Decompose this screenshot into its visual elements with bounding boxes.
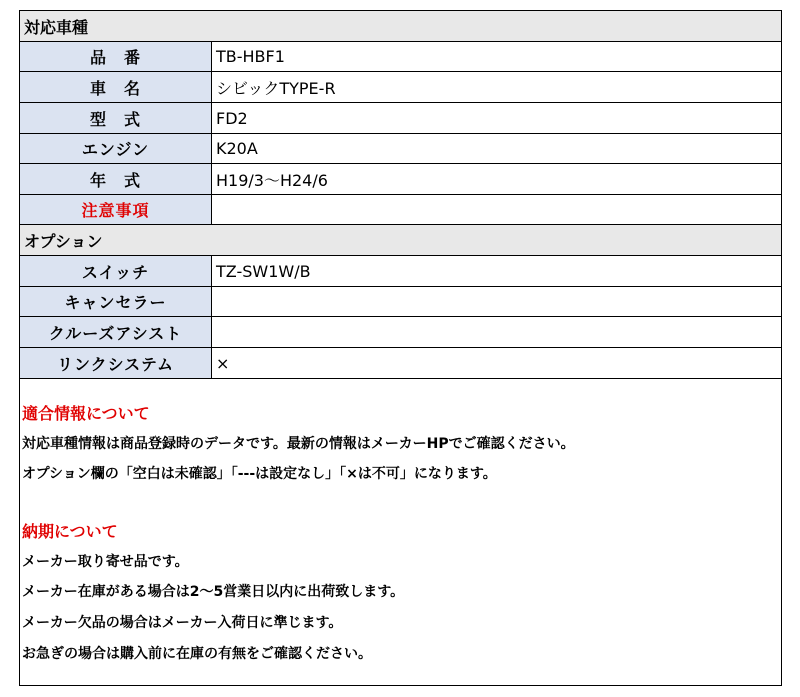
row-value: シビックTYPE-R xyxy=(216,78,336,98)
section-title: 対応車種 xyxy=(24,17,89,37)
row-label: 年 式 xyxy=(20,164,212,194)
spec-table xyxy=(19,10,782,686)
table-row-canceller xyxy=(20,287,781,317)
table-row-notes xyxy=(20,195,781,225)
row-label: スイッチ xyxy=(20,256,212,286)
table-row-switch xyxy=(20,256,781,287)
row-label: 品 番 xyxy=(20,42,212,71)
notes-line: オプション欄の「空白は未確認」「---は設定なし」「×は不可」になります。 xyxy=(22,466,497,482)
row-label: リンクシステム xyxy=(20,348,212,378)
table-row-part-number xyxy=(20,42,781,72)
table-row-year xyxy=(20,164,781,195)
table-row-link-system xyxy=(20,348,781,379)
table-row-model xyxy=(20,103,781,134)
notes-line: お急ぎの場合は購入前に在庫の有無をご確認ください。 xyxy=(22,646,372,662)
table-row-cruise-assist xyxy=(20,317,781,348)
row-value: FD2 xyxy=(216,108,248,128)
section-header-options xyxy=(20,225,781,256)
row-value: K20A xyxy=(216,139,258,158)
row-value: × xyxy=(216,353,230,373)
row-value: TB-HBF1 xyxy=(216,47,285,66)
compat-info-heading: 適合情報について xyxy=(22,404,150,423)
row-label: 型 式 xyxy=(20,103,212,133)
row-label: クルーズアシスト xyxy=(20,317,212,347)
notes-line: メーカー取り寄せ品です。 xyxy=(22,554,189,570)
table-row-car-name xyxy=(20,72,781,103)
section-header-compat xyxy=(20,11,781,42)
notes-section xyxy=(20,401,781,685)
table-row-engine xyxy=(20,134,781,164)
row-value: TZ-SW1W/B xyxy=(216,261,311,281)
notes-line: メーカー欠品の場合はメーカー入荷日に準じます。 xyxy=(22,615,343,631)
notes-line: メーカー在庫がある場合は2〜5営業日以内に出荷致します。 xyxy=(22,584,405,600)
row-label-caution: 注意事項 xyxy=(20,195,212,224)
delivery-heading: 納期について xyxy=(22,522,118,541)
row-label: エンジン xyxy=(20,134,212,163)
row-value: H19/3〜H24/6 xyxy=(216,170,328,190)
row-label: キャンセラー xyxy=(20,287,212,316)
notes-line: 対応車種情報は商品登録時のデータです。最新の情報はメーカーHPでご確認ください。 xyxy=(22,436,575,452)
section-title: オプション xyxy=(24,231,103,251)
row-label: 車 名 xyxy=(20,72,212,102)
